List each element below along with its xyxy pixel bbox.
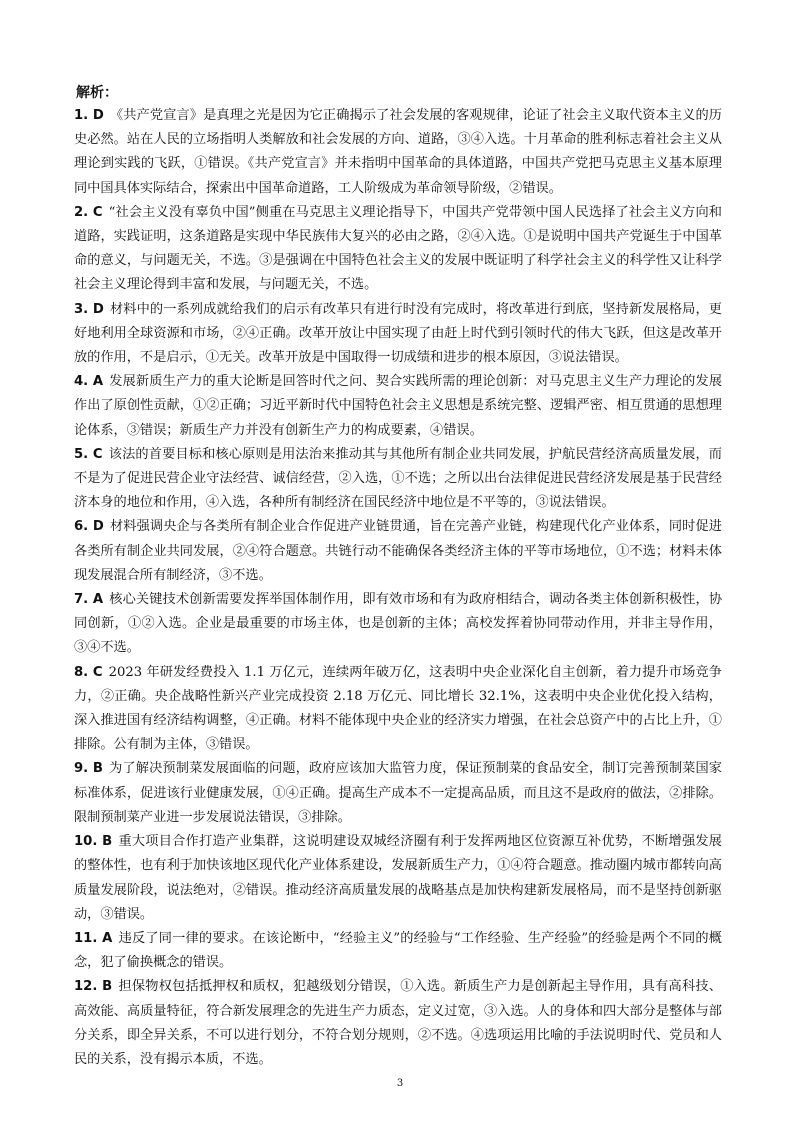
- answer-number: 12. B: [74, 979, 113, 995]
- answer-number: 3. D: [74, 301, 104, 317]
- page-number: 3: [396, 1078, 404, 1089]
- answer-item: [74, 975, 722, 1072]
- answer-item: [74, 104, 722, 201]
- answer-text: 重大项目合作打造产业集群，这说明建设双城经济圈有利于发挥两地区位资源互补优势，不断增强发展的整体性，也有利于加快该地区现代化产业体系建设，发展新质生产力，①④符合题意。推动圈内城市都转向高质量发展阶段，说法绝对，②错误。推动经济高质量发展的战略基点是加快构建新发展格局，而不是坚持创新驱动，③错误。: [74, 834, 722, 922]
- answer-item: [74, 298, 722, 371]
- answer-number: 11. A: [74, 930, 113, 946]
- answer-text: 担保物权包括抵押权和质权，犯越级划分错误，①入选。新质生产力是创新起主导作用，具有高科技、高效能、高质量特征，符合新发展理念的先进生产力质态，定义过宽，③入选。人的身体和四大部分是整体与部分关系，即全异关系，不可以进行划分，不符合划分规则，②不选。④选项运用比喻的手法说明时代、党员和人民的关系，没有揭示本质，不选。: [74, 979, 722, 1067]
- answer-number: 6. D: [74, 519, 104, 535]
- answer-text: 违反了同一律的要求。在该论断中，“经验主义”的经验与“工作经验、生产经验”的经验是两个不同的概念，犯了偷换概念的错误。: [74, 930, 722, 971]
- answer-number: 2. C: [74, 204, 103, 220]
- answer-text: 材料强调央企与各类所有制企业合作促进产业链贯通，旨在完善产业链，构建现代化产业体系，同时促进各类所有制企业共同发展，②④符合题意。共链行动不能确保各类经济主体的平等市场地位，①不选；材料未体现发展混合所有制经济，③不选。: [74, 519, 722, 583]
- answer-item: [74, 757, 722, 830]
- answer-item: [74, 201, 722, 298]
- analysis-heading: 解析：: [76, 85, 118, 101]
- answer-number: 7. A: [74, 592, 104, 608]
- answer-number: 8. C: [74, 664, 103, 680]
- answer-item: [74, 588, 722, 661]
- answer-text: 核心关键技术创新需要发挥举国体制作用，即有效市场和有为政府相结合，调动各类主体创新积极性，协同创新，①②入选。企业是最重要的市场主体，也是创新的主体；高校发挥着协同带动作用，并非主导作用，③④不选。: [74, 592, 723, 656]
- answer-list: [74, 104, 722, 1072]
- answer-number: 4. A: [74, 374, 104, 390]
- answer-text: 2023 年研发经费投入 1.1 万亿元，连续两年破万亿，这表明中央企业深化自主创新，着力提升市场竞争力，②正确。央企战略性新兴产业完成投资 2.18 万亿元、同比增长 32.1%，这表明中央企业优化投入结构，深入推进国有经济结构调整，④正确。材料不能体现中央企业的经济实力增强，在社会总资产中的占比上升，①排除。公有制为主体，③错误。: [74, 664, 722, 753]
- answer-text: 《共产党宣言》是真理之光是因为它正确揭示了社会发展的客观规律，论证了社会主义取代资本主义的历史必然。站在人民的立场指明人类解放和社会发展的方向、道路，③④入选。十月革命的胜利标志着社会主义从理论到实践的飞跃，①错误。《共产党宣言》并未指明中国革命的具体道路，中国共产党把马克思主义基本原理同中国具体实际结合，探索出中国革命道路，工人阶级成为革命领导阶级，②错误。: [74, 108, 722, 196]
- answer-item: [74, 927, 722, 975]
- answer-text: “社会主义没有辜负中国”侧重在马克思主义理论指导下，中国共产党带领中国人民选择了社会主义方向和道路，实践证明，这条道路是实现中华民族伟大复兴的必由之路，②④入选。①是说明中国共产党诞生于中国革命的意义，与问题无关，不选。③是强调在中国特色社会主义的发展中既证明了科学社会主义的科学性又让科学社会主义理论得到丰富和发展，与问题无关，不选。: [74, 204, 722, 293]
- answer-item: [74, 370, 722, 443]
- answer-item: [74, 515, 722, 588]
- answer-text: 材料中的一系列成就给我们的启示有改革只有进行时没有完成时，将改革进行到底，坚持新发展格局，更好地利用全球资源和市场，②④正确。改革开放让中国实现了由赶上时代到引领时代的伟大飞跃，但这是改革开放的作用，不是启示，①无关。改革开放是中国取得一切成绩和进步的根本原因，③说法错误。: [74, 301, 722, 366]
- answer-number: 10. B: [74, 834, 113, 850]
- answer-text: 为了解决预制菜发展面临的问题，政府应该加大监管力度，保证预制菜的食品安全，制订完善预制菜国家标准体系，促进该行业健康发展，①④正确。提高生产成本不一定提高品质，而且这不是政府的做法，②排除。限制预制菜产业进一步发展说法错误，③排除。: [74, 761, 722, 825]
- answer-number: 5. C: [74, 446, 103, 462]
- answer-item: [74, 443, 722, 516]
- answer-item: [74, 830, 722, 927]
- answer-text: 该法的首要目标和核心原则是用法治来推动其与其他所有制企业共同发展，护航民营经济高质量发展，而不是为了促进民营企业守法经营、诚信经营，②入选，①不选；之所以出台法律促进民营经济发展是基于民营经济本身的地位和作用，④入选，各种所有制经济在国民经济中地位是不平等的，③说法错误。: [74, 446, 722, 511]
- answer-number: 1. D: [74, 108, 104, 123]
- answer-text: 发展新质生产力的重大论断是回答时代之问、契合实践所需的理论创新：对马克思主义生产力理论的发展作出了原创性贡献，①②正确；习近平新时代中国特色社会主义思想是系统完整、逻辑严密、相互贯通的思想理论体系，③错误；新质生产力并没有创新生产力的构成要素，④错误。: [74, 374, 723, 438]
- answer-item: [74, 661, 722, 758]
- answer-number: 9. B: [74, 761, 103, 777]
